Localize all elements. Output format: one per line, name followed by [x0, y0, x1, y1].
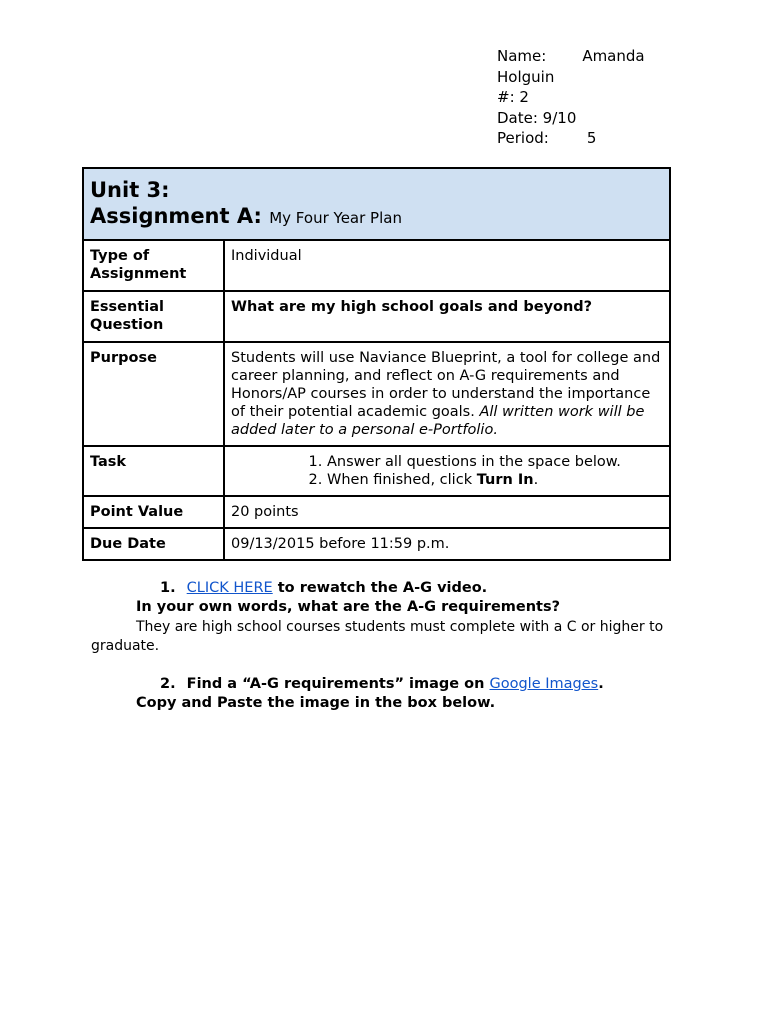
purpose-label: Purpose — [83, 342, 224, 446]
table-row — [83, 496, 670, 528]
google-images-link[interactable]: Google Images — [489, 676, 599, 692]
table-row — [83, 291, 670, 342]
task-list — [231, 453, 663, 489]
date-line: Date: 9/10 — [497, 108, 577, 127]
purpose-text: Students will use Naviance Blueprint, a tool for college and career planning, and reflect on A-G requirements and Honors/AP courses in order to understand the importance of their potential academic goals. — [231, 350, 661, 420]
title-row — [83, 168, 670, 240]
question-2-prompt: Copy and Paste the image in the box below. — [136, 695, 496, 711]
table-row — [83, 240, 670, 291]
first-name: Amanda — [582, 47, 645, 65]
title-cell — [83, 168, 670, 240]
question-2-text: Find a “A-G requirements” image on — [186, 676, 490, 692]
name-label: Name: — [497, 47, 547, 65]
question-2-period: . — [598, 676, 604, 692]
assignment-label: Assignment A: — [90, 204, 262, 228]
name-line — [497, 46, 697, 67]
last-name: Holguin — [497, 67, 555, 86]
task-item — [327, 471, 663, 489]
question-1-prompt: In your own words, what are the A-G requirements? — [136, 599, 561, 615]
period-label: Period: — [497, 129, 549, 147]
student-info — [497, 46, 697, 149]
period-value: 5 — [586, 129, 597, 147]
assignment-heading — [90, 203, 663, 231]
task-value — [224, 446, 670, 496]
due-date-value: 09/13/2015 before 11:59 p.m. — [224, 528, 670, 560]
type-label: Type of Assignment — [83, 240, 224, 291]
purpose-value — [224, 342, 670, 446]
essential-question-value: What are my high school goals and beyond? — [224, 291, 670, 342]
click-here-link[interactable]: CLICK HERE — [186, 580, 273, 596]
period-line — [497, 128, 697, 149]
task-label: Task — [83, 446, 224, 496]
student-number: #: 2 — [497, 88, 529, 106]
due-date-label: Due Date — [83, 528, 224, 560]
assignment-table — [82, 167, 671, 561]
table-row — [83, 528, 670, 560]
question-2-number: 2. — [160, 676, 176, 692]
point-value-label: Point Value — [83, 496, 224, 528]
assignment-title: My Four Year Plan — [269, 209, 402, 227]
task-item: 1. Answer all questions in the space below. — [327, 453, 663, 471]
task-period: . — [533, 472, 539, 488]
question-1 — [160, 579, 487, 598]
question-1-answer[interactable]: They are high school courses students must complete with a C or higher to graduate. — [91, 619, 664, 654]
question-1-number: 1. — [160, 580, 176, 596]
table-row — [83, 342, 670, 446]
purpose-note: All written work will be added later to a personal e-Portfolio. — [231, 404, 645, 438]
essential-question-label: Essential Question — [83, 291, 224, 342]
type-value: Individual — [224, 240, 670, 291]
turn-in-label: Turn In — [476, 472, 534, 488]
question-2 — [160, 675, 604, 694]
table-row — [83, 446, 670, 496]
question-1-text: to rewatch the A-G video. — [272, 580, 488, 596]
task-text: When finished, click — [327, 472, 477, 488]
point-value: 20 points — [224, 496, 670, 528]
unit-heading: Unit 3: — [90, 178, 170, 202]
